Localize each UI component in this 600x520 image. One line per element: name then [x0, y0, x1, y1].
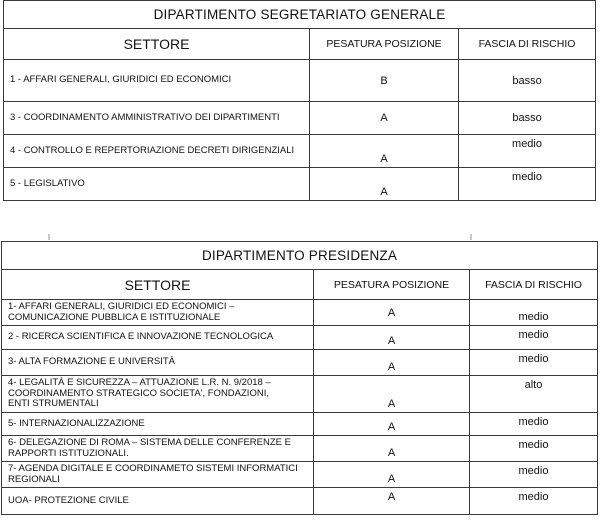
fascia-cell: alto [470, 376, 598, 413]
header-settore: SETTORE [4, 29, 310, 60]
table-row [2, 436, 598, 462]
table-segretariato-generale [3, 0, 596, 201]
settore-line: ENTI STRUMENTALI [8, 398, 99, 410]
settore-line: COORDINAMENTO STRATEGICO SOCIETA', FONDAZIONI, [8, 387, 269, 399]
table-row [2, 413, 598, 436]
settore-cell [2, 462, 314, 488]
pesatura-cell: A [314, 326, 470, 350]
header-row [2, 270, 598, 300]
table-presidenza [1, 241, 598, 515]
table-row [2, 326, 598, 350]
table-row [4, 135, 596, 168]
settore-cell [2, 413, 314, 436]
table-title: DIPARTIMENTO SEGRETARIATO GENERALE [4, 1, 596, 29]
fascia-cell: medio [470, 413, 598, 436]
settore-cell: 4 - CONTROLLO E REPERTORIAZIONE DECRETI DIRIGENZIALI [4, 135, 310, 168]
pesatura-cell: B [310, 60, 459, 102]
fascia-cell: basso [459, 102, 596, 135]
header-pesatura: PESATURA POSIZIONE [310, 29, 459, 60]
pesatura-cell: A [310, 168, 459, 201]
settore-line: RAPPORTI ISTITUZIONALI. [8, 447, 129, 459]
settore-cell: 5 - LEGISLATIVO [4, 168, 310, 201]
scan-mark [470, 234, 472, 240]
fascia-cell: medio [459, 168, 596, 201]
settore-line: REGIONALI [8, 473, 60, 485]
pesatura-cell: A [314, 436, 470, 462]
settore-line: 6- DELEGAZIONE DI ROMA – SISTEMA DELLE CONFERENZE E [8, 437, 291, 448]
header-fascia: FASCIA DI RISCHIO [459, 29, 596, 60]
fascia-cell: medio [470, 488, 598, 515]
settore-cell: 1 - AFFARI GENERALI, GIURIDICI ED ECONOMICI [4, 60, 310, 102]
table-row [4, 60, 596, 102]
scan-mark [48, 234, 50, 240]
table-row [4, 168, 596, 201]
pesatura-cell: A [314, 413, 470, 436]
fascia-cell: medio [470, 300, 598, 326]
header-pesatura: PESATURA POSIZIONE [314, 270, 470, 300]
settore-line: COMUNICAZIONE PUBBLICA E ISTITUZIONALE [8, 311, 221, 323]
settore-cell [2, 488, 314, 515]
settore-line: 3- ALTA FORMAZIONE E UNIVERSITÀ [8, 356, 175, 368]
table-row [2, 300, 598, 326]
fascia-cell: medio [470, 350, 598, 376]
table-row [2, 488, 598, 515]
settore-line: 7- AGENDA DIGITALE E COORDINAMETO SISTEMI INFORMATICI [8, 463, 298, 474]
fascia-cell: basso [459, 60, 596, 102]
header-settore: SETTORE [2, 270, 314, 300]
pesatura-cell: A [314, 376, 470, 413]
settore-line: UOA- PROTEZIONE CIVILE [8, 494, 129, 506]
settore-cell [2, 300, 314, 326]
table-row [2, 376, 598, 413]
settore-line: 4- LEGALITÀ E SICUREZZA – ATTUAZIONE L.R. N. 9/2018 – [8, 377, 271, 389]
pesatura-cell: A [310, 135, 459, 168]
header-row [4, 29, 596, 60]
settore-cell [2, 376, 314, 413]
settore-cell [2, 326, 314, 350]
fascia-cell: medio [470, 326, 598, 350]
settore-cell: 3 - COORDINAMENTO AMMINISTRATIVO DEI DIPARTIMENTI [4, 102, 310, 135]
header-fascia: FASCIA DI RISCHIO [470, 270, 598, 300]
fascia-cell: medio [459, 135, 596, 168]
pesatura-cell: A [314, 462, 470, 488]
settore-line: 2 - RICERCA SCIENTIFICA E INNOVAZIONE TECNOLOGICA [8, 331, 274, 343]
pesatura-cell: A [314, 350, 470, 376]
settore-cell [2, 350, 314, 376]
table-title: DIPARTIMENTO PRESIDENZA [2, 242, 598, 270]
pesatura-cell: A [310, 102, 459, 135]
table-row [2, 462, 598, 488]
pesatura-cell: A [314, 488, 470, 515]
fascia-cell: medio [470, 436, 598, 462]
table-row [2, 350, 598, 376]
settore-line: 5- INTERNAZIONALIZZAZIONE [8, 417, 145, 429]
table-row [4, 102, 596, 135]
settore-cell [2, 436, 314, 462]
pesatura-cell: A [314, 300, 470, 326]
fascia-cell: medio [470, 462, 598, 488]
settore-line: 1- AFFARI GENERALI, GIURIDICI ED ECONOMICI – [8, 301, 235, 312]
